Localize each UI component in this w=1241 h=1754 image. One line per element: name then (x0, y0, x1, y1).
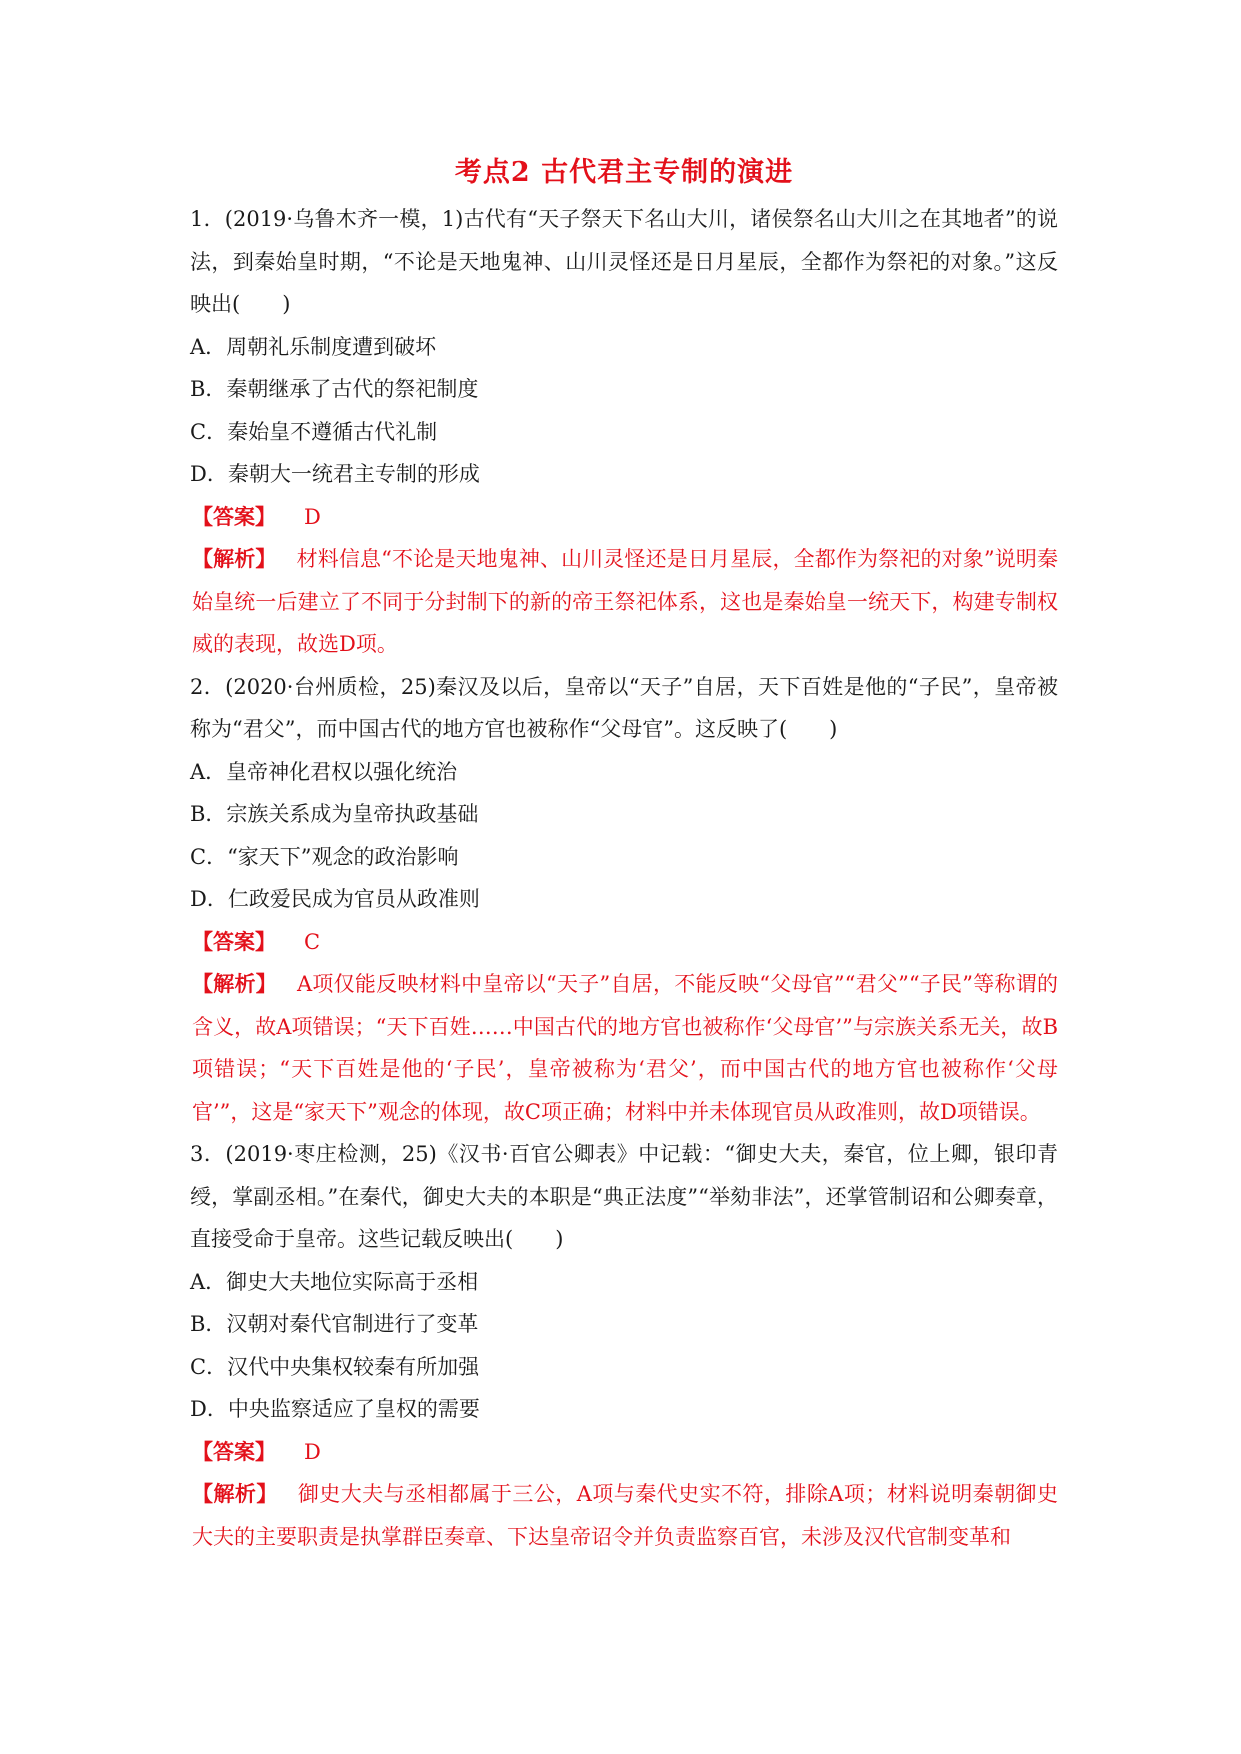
analysis (190, 538, 1058, 666)
question-1 (190, 198, 1058, 666)
analysis-text: 材料信息“不论是天地鬼神、山川灵怪还是日月星辰，全都作为祭祀的对象”说明秦始皇统一后建立了不同于分封制下的新的帝王祭祀体系，这也是秦始皇一统天下，构建专制权威的表现，故选D项。 (192, 547, 1059, 656)
question-2 (190, 666, 1058, 1134)
option-c: C．“家天下”观念的政治影响 (190, 844, 459, 869)
answer-value: C (304, 929, 321, 954)
answer-row (190, 496, 1058, 539)
document-page (190, 148, 1058, 1558)
option-b: B．宗族关系成为皇帝执政基础 (190, 802, 479, 826)
answer-tag: 【答案】 (192, 928, 276, 954)
option-c: C．秦始皇不遵循古代礼制 (190, 419, 438, 444)
analysis-tag: 【解析】 (192, 971, 277, 996)
answer-value: D (304, 504, 321, 529)
analysis (190, 1473, 1058, 1558)
page-title: 考点2 古代君主专制的演进 (454, 157, 794, 188)
option-a: A．周朝礼乐制度遭到破坏 (190, 334, 437, 359)
analysis (190, 963, 1058, 1133)
answer-tag: 【答案】 (192, 503, 276, 529)
option-b: B．汉朝对秦代官制进行了变革 (190, 1312, 479, 1336)
question-stem: 3．(2019·枣庄检测，25)《汉书·百官公卿表》中记载：“御史大夫，秦官，位上卿，银印青绶，掌副丞相。”在秦代，御史大夫的本职是“典正法度”“举劾非法”，还掌管制诏和公卿奏章，直接受命于皇帝。这些记载反映出( ) (190, 1142, 1058, 1251)
analysis-text: 御史大夫与丞相都属于三公，A项与秦代史实不符，排除A项；材料说明秦朝御史大夫的主要职责是执掌群臣奏章、下达皇帝诏令并负责监察百官，未涉及汉代官制变革和 (192, 1482, 1058, 1549)
analysis-tag: 【解析】 (192, 1481, 278, 1506)
answer-value: D (304, 1439, 321, 1464)
question-stem: 1．(2019·乌鲁木齐一模，1)古代有“天子祭天下名山大川，诸侯祭名山大川之在其地者”的说法，到秦始皇时期，“不论是天地鬼神、山川灵怪还是日月星辰，全都作为祭祀的对象。”这反映出( ) (190, 207, 1058, 316)
option-d: D．秦朝大一统君主专制的形成 (190, 462, 480, 486)
answer-row (190, 1431, 1058, 1474)
analysis-text: A项仅能反映材料中皇帝以“天子”自居，不能反映“父母官”“君父”“子民”等称谓的含义，故A项错误；“天下百姓……中国古代的地方官也被称作‘父母官’”与宗族关系无关，故B项错误；“天下百姓是他的‘子民’，皇帝被称为‘君父’，而中国古代的地方官也被称作‘父母官’”，这是“家天下”观念的体现，故C项正确；材料中并未体现官员从政准则，故D项错误。 (192, 972, 1059, 1124)
answer-tag: 【答案】 (192, 1438, 276, 1464)
analysis-tag: 【解析】 (192, 546, 277, 571)
option-d: D．中央监察适应了皇权的需要 (190, 1397, 480, 1421)
question-3 (190, 1133, 1058, 1558)
answer-row (190, 921, 1058, 964)
option-c: C．汉代中央集权较秦有所加强 (190, 1354, 480, 1379)
option-b: B．秦朝继承了古代的祭祀制度 (190, 377, 479, 401)
option-a: A．御史大夫地位实际高于丞相 (190, 1269, 479, 1294)
option-d: D．仁政爱民成为官员从政准则 (190, 887, 480, 911)
option-a: A．皇帝神化君权以强化统治 (190, 759, 458, 784)
question-stem: 2．(2020·台州质检，25)秦汉及以后，皇帝以“天子”自居，天下百姓是他的“子民”，皇帝被称为“君父”，而中国古代的地方官也被称作“父母官”。这反映了( ) (190, 674, 1058, 741)
